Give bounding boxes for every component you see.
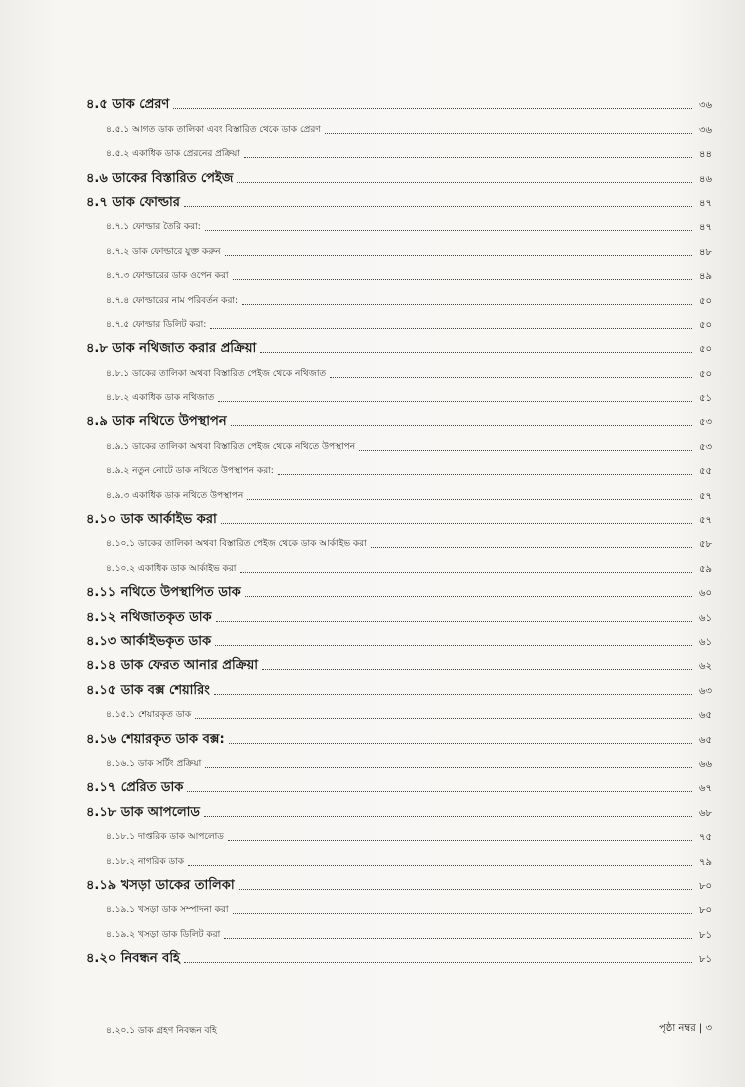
toc-page-number: ৫৮ <box>699 539 712 551</box>
dot-leader <box>204 815 692 817</box>
toc-entry-title: ৪.১০.১ ডাকের তালিকা অথবা বিস্তারিত পেইজ থেকে ডাক আর্কাইভ করা <box>106 539 367 550</box>
toc-subsection-entry <box>86 454 712 478</box>
toc-entry-title: ৪.৫.১ আগত ডাক তালিকা এবং বিস্তারিত থেকে ডাক প্রেরণ <box>106 124 321 135</box>
table-of-contents <box>86 88 712 966</box>
toc-section-entry <box>86 332 712 356</box>
toc-entry-title: ৪.৯.১ ডাকের তালিকা অথবা বিস্তারিত পেইজ থেকে নথিতে উপস্থাপন <box>106 441 356 452</box>
toc-entry-title: ৪.১২ নথিজাতকৃত ডাক <box>86 609 212 625</box>
toc-last-entry: ৪.২০.১ ডাক গ্রহণ নিবন্ধন বহি <box>106 1026 217 1036</box>
toc-section-entry <box>86 405 712 429</box>
toc-entry-title: ৪.১৫.১ শেয়ারকৃত ডাক <box>106 710 192 721</box>
dot-leader <box>205 229 692 231</box>
dot-leader <box>173 107 692 109</box>
toc-entry-title: ৪.৮.১ ডাকের তালিকা অথবা বিস্তারিত পেইজ থেকে নথিজাত <box>106 368 327 379</box>
toc-entry-title: ৪.৭.৫ ফোল্ডার ডিলিট করা: <box>106 319 207 330</box>
toc-page-number: ৪৮ <box>699 246 712 258</box>
toc-page-number: ৬৫ <box>699 734 712 746</box>
toc-section-entry <box>86 576 712 600</box>
toc-page-number: ৭৫ <box>699 832 712 844</box>
dot-leader <box>187 790 692 792</box>
toc-page-number: ৮০ <box>699 905 712 917</box>
page-footer <box>86 1018 712 1038</box>
toc-page-number: ৪৭ <box>699 222 712 234</box>
toc-subsection-entry <box>86 308 712 332</box>
dot-leader <box>184 961 692 963</box>
toc-subsection-entry <box>86 210 712 234</box>
toc-entry-title: ৪.৫.২ একাধিক ডাক প্রেরনের প্রক্রিয়া <box>106 149 240 160</box>
toc-subsection-entry <box>86 478 712 502</box>
toc-page-number: ৫৩ <box>699 417 712 429</box>
toc-subsection-entry <box>86 381 712 405</box>
toc-page-number: ৫৯ <box>699 563 712 575</box>
toc-page-number: ৫০ <box>699 344 712 356</box>
toc-section-entry <box>86 88 712 112</box>
toc-page-number: ৫১ <box>699 393 712 405</box>
toc-entry-title: ৪.১৯.২ খসড়া ডাক ডিলিট করা <box>106 929 221 940</box>
toc-section-entry <box>86 503 712 527</box>
toc-entry-title: ৪.৭.৪ ফোল্ডারের নাম পরিবর্তন করা: <box>106 295 239 306</box>
dot-leader <box>245 595 692 597</box>
toc-page-number: ৬৫ <box>699 710 712 722</box>
toc-section-entry <box>86 722 712 746</box>
dot-leader <box>278 473 692 475</box>
toc-entry-title: ৪.৭.১ ফোল্ডার তৈরি করা: <box>106 222 201 233</box>
toc-entry-title: ৪.৯ ডাক নথিতে উপস্থাপন <box>86 414 227 430</box>
dot-leader <box>188 864 692 866</box>
dot-leader <box>262 668 692 670</box>
toc-page-number: ৫০ <box>699 319 712 331</box>
dot-leader <box>216 620 692 622</box>
dot-leader <box>184 205 692 207</box>
toc-section-entry <box>86 942 712 966</box>
toc-page-number: ৬৩ <box>698 685 712 697</box>
dot-leader <box>228 839 692 841</box>
toc-entry-title: ৪.৯.২ নতুন নোটে ডাক নথিতে উপস্থাপন করা: <box>106 466 274 477</box>
dot-leader <box>260 351 692 353</box>
toc-entry-title: ৪.৬ ডাকের বিস্তারিত পেইজ <box>86 170 234 186</box>
toc-page-number: ৫৩ <box>699 441 712 453</box>
dot-leader <box>221 522 692 524</box>
dot-leader <box>359 449 692 451</box>
dot-leader <box>215 644 692 646</box>
dot-leader <box>218 400 692 402</box>
toc-subsection-entry <box>86 234 712 258</box>
toc-page-number: ৫৫ <box>699 466 712 478</box>
toc-entry-title: ৪.১৬.১ ডাক সর্টিং প্রক্রিয়া <box>106 758 202 769</box>
toc-entry-title: ৪.১০ ডাক আর্কাইভ করা <box>86 512 217 528</box>
toc-page-number: ৮০ <box>699 880 712 892</box>
toc-subsection-entry <box>86 917 712 941</box>
toc-entry-title: ৪.২০ নিবন্ধন বহি <box>86 951 180 967</box>
toc-page-number: ৫০ <box>699 295 712 307</box>
toc-section-entry <box>86 771 712 795</box>
dot-leader <box>229 742 692 744</box>
toc-page-number: ৬১ <box>699 612 712 624</box>
toc-page-number: ৪৯ <box>699 271 712 283</box>
toc-subsection-entry <box>86 137 712 161</box>
toc-page-number: ৬২ <box>698 661 712 673</box>
toc-section-entry <box>86 625 712 649</box>
dot-leader <box>239 888 692 890</box>
toc-subsection-entry <box>86 551 712 575</box>
toc-page-number: ৪৪ <box>699 149 712 161</box>
toc-entry-title: ৪.৮ ডাক নথিজাত করার প্রক্রিয়া <box>86 341 257 357</box>
toc-entry-title: ৪.৯.৩ একাধিক ডাক নথিতে উপস্থাপন <box>106 490 244 501</box>
dot-leader <box>330 376 692 378</box>
toc-subsection-entry <box>86 844 712 868</box>
toc-section-entry <box>86 795 712 819</box>
toc-subsection-entry <box>86 747 712 771</box>
toc-entry-title: ৪.১৭ প্রেরিত ডাক <box>86 780 184 796</box>
toc-entry-title: ৪.১৮ ডাক আপলোড <box>86 804 200 820</box>
toc-page-number: ৫০ <box>699 368 712 380</box>
toc-page-number: ৮১ <box>699 954 712 966</box>
dot-leader <box>325 132 692 134</box>
toc-subsection-entry <box>86 698 712 722</box>
toc-subsection-entry <box>86 820 712 844</box>
toc-section-entry <box>86 673 712 697</box>
dot-leader <box>233 278 692 280</box>
toc-subsection-entry <box>86 356 712 380</box>
dot-leader <box>237 181 692 183</box>
toc-subsection-entry <box>86 259 712 283</box>
toc-entry-title: ৪.৭ ডাক ফোল্ডার <box>86 194 180 210</box>
dot-leader <box>242 303 692 305</box>
toc-entry-title: ৪.১১ নথিতে উপস্থাপিত ডাক <box>86 585 241 601</box>
toc-entry-title: ৪.১৩ আর্কাইভকৃত ডাক <box>86 633 212 649</box>
toc-page-number: ৬৮ <box>699 807 712 819</box>
toc-entry-title: ৪.৮.২ একাধিক ডাক নথিজাত <box>106 393 215 404</box>
toc-page-number: ৩৬ <box>698 100 712 112</box>
toc-subsection-entry <box>86 283 712 307</box>
toc-entry-title: ৪.১৫ ডাক বক্স শেয়ারিং <box>86 682 210 698</box>
toc-entry-title: ৪.১৪ ডাক ফেরত আনার প্রক্রিয়া <box>86 658 259 674</box>
toc-page-number: ৫৭ <box>699 490 712 502</box>
dot-leader <box>244 156 692 158</box>
toc-page-number: ৭৯ <box>699 856 712 868</box>
toc-entry-title: ৪.১৮.১ দাপ্তরিক ডাক আপলোড <box>106 832 224 843</box>
toc-page-number: ৬৬ <box>698 758 712 770</box>
dot-leader <box>240 571 692 573</box>
toc-page-number: ৬০ <box>698 588 712 600</box>
dot-leader <box>247 498 692 500</box>
toc-section-entry <box>86 600 712 624</box>
toc-entry-title: ৪.৫ ডাক প্রেরণ <box>86 97 170 113</box>
dot-leader <box>195 717 692 719</box>
toc-subsection-entry <box>86 893 712 917</box>
toc-page-number: ৪৭ <box>699 197 712 209</box>
toc-entry-title: ৪.১৬ শেয়ারকৃত ডাক বক্স: <box>86 731 225 747</box>
toc-section-entry <box>86 186 712 210</box>
dot-leader <box>205 766 692 768</box>
toc-page-number: ৬৭ <box>698 783 712 795</box>
dot-leader <box>231 424 692 426</box>
page-number: পৃষ্ঠা নম্বর | ৩ <box>659 1023 712 1034</box>
dot-leader <box>233 912 693 914</box>
toc-subsection-entry <box>86 112 712 136</box>
toc-page-number: ৫৭ <box>699 515 712 527</box>
toc-page-number: ৮১ <box>699 929 712 941</box>
toc-page-number: ৬১ <box>699 636 712 648</box>
toc-entry-title: ৪.৭.৩ ফোল্ডারের ডাক ওপেন করা <box>106 271 229 282</box>
dot-leader <box>224 937 692 939</box>
toc-entry-title: ৪.৭.২ ডাক ফোল্ডারে যুক্ত করুন <box>106 246 221 257</box>
toc-entry-title: ৪.১৯ খসড়া ডাকের তালিকা <box>86 877 235 893</box>
dot-leader <box>210 327 692 329</box>
toc-subsection-entry <box>86 429 712 453</box>
toc-page-number: ৩৬ <box>698 124 712 136</box>
toc-subsection-entry <box>86 527 712 551</box>
dot-leader <box>225 254 693 256</box>
toc-section-entry <box>86 161 712 185</box>
dot-leader <box>214 693 692 695</box>
toc-entry-title: ৪.১৮.২ নাগরিক ডাক <box>106 856 185 867</box>
toc-entry-title: ৪.১০.২ একাধিক ডাক আর্কাইভ করা <box>106 563 237 574</box>
toc-entry-title: ৪.১৯.১ খসড়া ডাক সম্পাদনা করা <box>106 905 229 916</box>
toc-page-number: ৪৬ <box>699 173 712 185</box>
toc-section-entry <box>86 869 712 893</box>
dot-leader <box>371 546 692 548</box>
toc-section-entry <box>86 649 712 673</box>
